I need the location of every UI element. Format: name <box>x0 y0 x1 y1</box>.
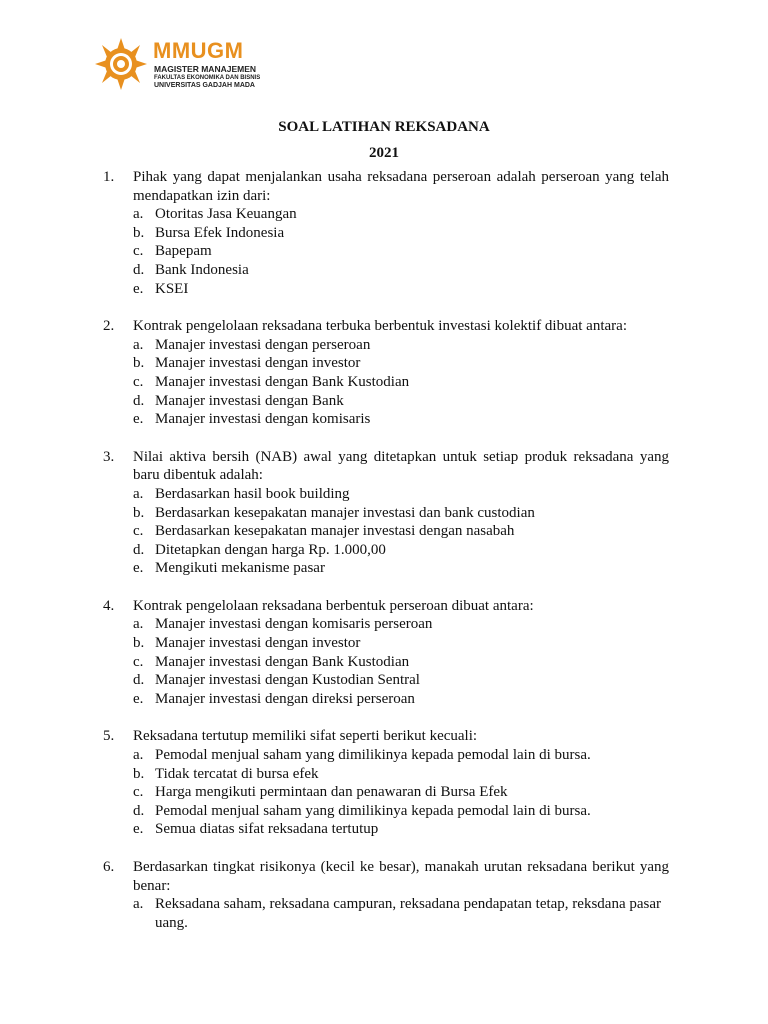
answer-option <box>133 242 669 261</box>
option-letter: c. <box>133 373 144 390</box>
option-letter: a. <box>133 336 144 353</box>
option-letter: e. <box>133 411 144 428</box>
option-list <box>133 746 669 839</box>
option-text: Manajer investasi dengan Bank <box>155 392 344 409</box>
question-text: Reksadana tertutup memiliki sifat seperti berikut kecuali: <box>133 728 478 745</box>
answer-option <box>133 373 669 392</box>
option-letter: a. <box>133 616 144 633</box>
option-letter: d. <box>133 261 145 278</box>
logo-brand-text: MMUGM <box>153 38 244 63</box>
option-letter: a. <box>133 896 144 913</box>
option-letter: b. <box>133 355 145 372</box>
question-text: Pihak yang dapat menjalankan usaha reksadana perseroan adalah perseroan yang telah mendapatkan izin dari: <box>133 169 669 204</box>
question-number: 4. <box>103 597 115 614</box>
option-text: Berdasarkan hasil book building <box>155 485 350 502</box>
answer-option <box>133 802 669 821</box>
answer-option <box>133 783 669 802</box>
answer-option <box>133 336 669 355</box>
option-list <box>133 205 669 298</box>
option-letter: d. <box>133 672 145 689</box>
option-text: Ditetapkan dengan harga Rp. 1.000,00 <box>155 541 386 558</box>
question-number: 1. <box>103 169 115 185</box>
document-title: SOAL LATIHAN REKSADANA <box>278 119 490 135</box>
answer-option <box>133 615 669 634</box>
option-text: Manajer investasi dengan perseroan <box>155 336 371 353</box>
option-text: Mengikuti mekanisme pasar <box>155 560 325 577</box>
option-letter: d. <box>133 802 145 819</box>
option-letter: e. <box>133 821 144 838</box>
option-letter: a. <box>133 206 144 223</box>
question-text: Kontrak pengelolaan reksadana terbuka berbentuk investasi kolektif dibuat antara: <box>133 318 627 335</box>
answer-option <box>133 410 669 429</box>
option-text: Manajer investasi dengan investor <box>155 355 361 372</box>
question-number: 6. <box>103 859 115 875</box>
logo-subtitle-2: FAKULTAS EKONOMIKA DAN BISNIS <box>154 75 261 81</box>
option-letter: e. <box>133 690 144 707</box>
mmugm-logo <box>92 36 292 92</box>
question-number: 5. <box>103 728 115 745</box>
option-text: Otoritas Jasa Keuangan <box>155 206 297 223</box>
option-text: Harga mengikuti permintaan dan penawaran di Bursa Efek <box>155 784 508 801</box>
option-text: Berdasarkan kesepakatan manajer investasi dengan nasabah <box>155 523 515 540</box>
option-letter: d. <box>133 541 145 558</box>
answer-option <box>133 765 669 784</box>
answer-option <box>133 746 669 765</box>
answer-option <box>133 504 669 523</box>
question-number: 3. <box>103 448 115 465</box>
question-item <box>103 858 669 932</box>
option-letter: e. <box>133 560 144 577</box>
answer-option <box>133 205 669 224</box>
question-item <box>103 448 669 578</box>
option-text: Bursa Efek Indonesia <box>155 224 285 241</box>
option-text: Tidak tercatat di bursa efek <box>155 765 319 782</box>
answer-option <box>133 895 669 932</box>
option-letter: a. <box>133 747 144 764</box>
option-text: Reksadana saham, reksadana campuran, reksadana pendapatan tetap, reksdana pasar uang. <box>155 896 662 931</box>
answer-option <box>133 485 669 504</box>
question-text: Nilai aktiva bersih (NAB) awal yang ditetapkan untuk setiap produk reksadana yang baru dibentuk adalah: <box>133 448 669 484</box>
question-item <box>103 597 669 709</box>
answer-option <box>133 690 669 709</box>
option-text: KSEI <box>155 280 189 297</box>
option-letter: b. <box>133 635 145 652</box>
option-text: Bank Indonesia <box>155 261 249 278</box>
option-list <box>133 895 669 932</box>
option-letter: c. <box>133 523 144 540</box>
question-item <box>103 727 669 839</box>
option-text: Bapepam <box>155 243 212 260</box>
option-letter: c. <box>133 243 144 260</box>
option-text: Berdasarkan kesepakatan manajer investasi dan bank custodian <box>155 504 535 521</box>
question-number: 2. <box>103 318 115 335</box>
question-text: Berdasarkan tingkat risikonya (kecil ke besar), manakah urutan reksadana berikut yang benar: <box>133 859 669 894</box>
option-text: Manajer investasi dengan Bank Kustodian <box>155 373 410 390</box>
answer-option <box>133 559 669 578</box>
document-year: 2021 <box>369 145 399 161</box>
answer-option <box>133 671 669 690</box>
option-letter: b. <box>133 224 145 241</box>
option-letter: a. <box>133 485 144 502</box>
question-text: Kontrak pengelolaan reksadana berbentuk perseroan dibuat antara: <box>133 597 534 614</box>
option-text: Manajer investasi dengan komisaris perseroan <box>155 616 433 633</box>
option-letter: b. <box>133 504 145 521</box>
answer-option <box>133 392 669 411</box>
option-text: Pemodal menjual saham yang dimilikinya kepada pemodal lain di bursa. <box>155 747 591 764</box>
option-text: Manajer investasi dengan Bank Kustodian <box>155 653 410 670</box>
answer-option <box>133 224 669 243</box>
answer-option <box>133 541 669 560</box>
option-letter: b. <box>133 765 145 782</box>
answer-option <box>133 820 669 839</box>
option-text: Manajer investasi dengan komisaris <box>155 411 371 428</box>
option-text: Manajer investasi dengan direksi perseroan <box>155 690 415 707</box>
option-text: Manajer investasi dengan investor <box>155 635 361 652</box>
logo-subtitle-1: MAGISTER MANAJEMEN <box>154 64 257 74</box>
answer-option <box>133 522 669 541</box>
option-letter: c. <box>133 784 144 801</box>
answer-option <box>133 354 669 373</box>
option-letter: d. <box>133 392 145 409</box>
question-item <box>103 317 669 429</box>
option-list <box>133 615 669 708</box>
option-text: Manajer investasi dengan Kustodian Sentral <box>155 672 420 689</box>
answer-option <box>133 280 669 299</box>
ugm-seal-icon <box>92 36 150 92</box>
option-text: Pemodal menjual saham yang dimilikinya kepada pemodal lain di bursa. <box>155 802 591 819</box>
option-letter: c. <box>133 653 144 670</box>
option-letter: e. <box>133 280 144 297</box>
option-text: Semua diatas sifat reksadana tertutup <box>155 821 379 838</box>
answer-option <box>133 653 669 672</box>
option-list <box>133 336 669 429</box>
question-list <box>103 168 669 951</box>
answer-option <box>133 261 669 280</box>
question-item <box>103 168 669 298</box>
logo-subtitle-3: UNIVERSITAS GADJAH MADA <box>154 82 255 89</box>
answer-option <box>133 634 669 653</box>
option-list <box>133 485 669 578</box>
